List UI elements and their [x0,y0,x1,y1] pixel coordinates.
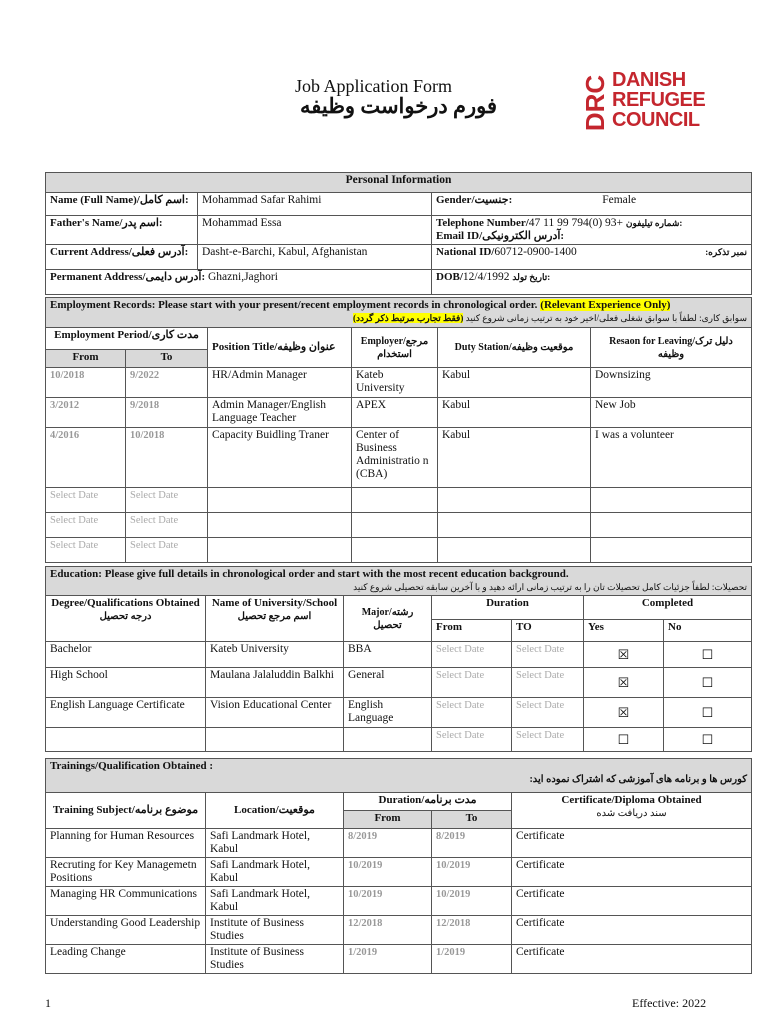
employment-heading-highlight: (Relevant Experience Only) [540,299,671,311]
logo-word-1: DANISH [612,69,686,91]
col-yes: Yes [584,620,664,642]
personal-info-heading: Personal Information [46,173,752,193]
major[interactable]: English Language [344,698,432,728]
to-date[interactable]: 9/2018 [126,398,208,428]
completed-yes-checkbox[interactable]: ☐ [584,728,664,752]
reason[interactable] [591,513,752,538]
position[interactable] [208,488,352,513]
from-date[interactable]: 3/2012 [46,398,126,428]
form-title-persian: فورم درخواست وظیفه [300,94,497,118]
position[interactable]: HR/Admin Manager [208,368,352,398]
contact-cell[interactable] [432,216,752,245]
current-address-label: Current Address/آدرس فعلی: [46,245,198,270]
employment-table [45,297,752,563]
permanent-address-value: Ghazni,Jaghori [207,271,278,283]
dob-label-persian: تاریخ تولد: [512,272,551,282]
drc-logo [579,69,714,134]
name-label: Name (Full Name)/اسم کامل: [46,193,198,216]
university[interactable]: Vision Educational Center [206,698,344,728]
completed-yes-checkbox[interactable]: ☒ [584,642,664,668]
from-date[interactable]: Select Date [46,513,126,538]
page-number: 1 [45,996,51,1010]
training-from-date[interactable]: 10/2019 [344,887,432,916]
education-row [46,668,752,698]
major[interactable]: BBA [344,642,432,668]
employment-heading-persian: سوابق کاری: لطفاً با سوابق شغلی فعلی/اخیر خود به ترتیب زمانی شروع کنید [465,313,747,323]
col-university-text: Name of University/School [211,597,338,609]
reason[interactable]: I was a volunteer [591,428,752,488]
from-date[interactable]: Select Date [46,538,126,563]
col-to: To [126,350,208,368]
col-certificate-text: Certificate/Diploma Obtained [561,794,702,806]
degree[interactable]: Bachelor [46,642,206,668]
phone-label: Telephone Number/ [436,217,529,229]
to-date[interactable]: Select Date [126,538,208,563]
from-date[interactable]: 4/2016 [46,428,126,488]
col-training-to: To [432,811,512,829]
employment-row [46,368,752,398]
degree[interactable]: English Language Certificate [46,698,206,728]
col-training-from: From [344,811,432,829]
training-to-date[interactable]: 10/2019 [432,887,512,916]
completed-no-checkbox[interactable]: ☐ [664,668,752,698]
training-from-date[interactable]: 10/2019 [344,858,432,887]
training-row [46,945,752,974]
training-subject[interactable]: Recruting for Key Managemetn Positions [46,858,206,887]
dob-label: DOB/ [436,271,463,283]
col-employer: Employer/مرجع استخدام [352,328,438,368]
dob-value: 12/4/1992 [462,271,510,283]
employment-heading-persian-line [50,312,747,325]
education-heading-persian: تحصیلات: لطفاً جزئیات کامل تحصیلات تان را به ترتیب زمانی ارائه دهید و با آخرین سابقه تحصیلی شروع کنید [353,582,748,592]
national-id-value: 60712-0900-1400 [494,246,577,258]
col-training-duration: Duration/مدت برنامه [344,793,512,811]
to-date[interactable]: 10/2018 [126,428,208,488]
email-label: Email ID/آدرس الکترونیکی: [436,230,565,242]
position[interactable] [208,538,352,563]
phone-value: 47 11 99 794(0) 93+ [528,217,624,229]
position[interactable] [208,513,352,538]
training-certificate[interactable]: Certificate [512,945,752,974]
reason[interactable]: New Job [591,398,752,428]
training-to-date[interactable]: 12/2018 [432,916,512,945]
col-degree-persian: درجه تحصیل [99,611,152,622]
reason[interactable]: Downsizing [591,368,752,398]
national-id-cell[interactable] [432,245,752,270]
employment-heading-persian-highlight: (فقط تجارب مرتبط ذکر گردد) [353,313,464,323]
education-row [46,728,752,752]
col-edu-to: TO [512,620,584,642]
father-name-value[interactable]: Mohammad Essa [198,216,432,245]
trainings-table [45,758,752,974]
gender-label: Gender/جنسیت: [436,194,513,206]
employer[interactable] [352,513,438,538]
training-location[interactable]: Safi Landmark Hotel, Kabul [206,858,344,887]
employer[interactable] [352,488,438,513]
col-edu-from: From [432,620,512,642]
station[interactable] [438,488,591,513]
col-degree [46,596,206,642]
university[interactable] [206,728,344,752]
col-duration: Duration [432,596,584,620]
father-name-label: Father's Name/اسم پدر: [46,216,198,245]
col-location: Location/موقعیت [206,793,344,829]
completed-no-checkbox[interactable]: ☐ [664,728,752,752]
station[interactable] [438,538,591,563]
reason[interactable] [591,538,752,563]
col-reason-leaving: Resaon for Leaving/دلیل ترک وظیفه [591,328,752,368]
to-date[interactable]: 9/2022 [126,368,208,398]
edu-from-date[interactable]: Select Date [432,728,512,752]
phone-label-persian: شماره تیلیفون: [625,218,683,228]
permanent-address-cell[interactable] [46,270,432,295]
edu-to-date[interactable]: Select Date [512,728,584,752]
position[interactable]: Capacity Buidling Traner [208,428,352,488]
training-from-date[interactable]: 1/2019 [344,945,432,974]
edu-from-date[interactable]: Select Date [432,698,512,728]
training-row [46,829,752,858]
training-subject[interactable]: Leading Change [46,945,206,974]
svg-text:DRC: DRC [579,74,610,132]
col-major: Major/رشته تحصیل [344,596,432,642]
completed-yes-checkbox[interactable]: ☒ [584,698,664,728]
to-date[interactable]: Select Date [126,488,208,513]
gender-cell[interactable] [432,193,752,216]
education-heading [46,567,752,596]
name-value[interactable]: Mohammad Safar Rahimi [198,193,432,216]
national-id-label-persian: نمبر تذکره: [705,247,748,257]
training-subject[interactable]: Understanding Good Leadership [46,916,206,945]
station[interactable]: Kabul [438,428,591,488]
degree[interactable]: High School [46,668,206,698]
completed-yes-checkbox[interactable]: ☒ [584,668,664,698]
employment-heading [46,298,752,328]
position[interactable]: Admin Manager/English Language Teacher [208,398,352,428]
drc-logo-mark [579,72,610,134]
education-row [46,642,752,668]
from-date[interactable]: 10/2018 [46,368,126,398]
form-title: Job Application Form [295,76,452,96]
col-position-title: Position Title/عنوان وظیفه [208,328,352,368]
col-certificate-persian: سند دریافت شده [596,808,667,819]
station[interactable]: Kabul [438,398,591,428]
completed-no-checkbox[interactable]: ☐ [664,642,752,668]
education-row [46,698,752,728]
station[interactable]: Kabul [438,368,591,398]
to-date[interactable]: Select Date [126,513,208,538]
station[interactable] [438,513,591,538]
edu-to-date[interactable]: Select Date [512,668,584,698]
col-certificate [512,793,752,829]
national-id-label: National ID/ [436,246,495,258]
edu-from-date[interactable]: Select Date [432,668,512,698]
trainings-heading [46,759,752,793]
training-to-date[interactable]: 10/2019 [432,858,512,887]
university[interactable]: Maulana Jalaluddin Balkhi [206,668,344,698]
employment-row [46,513,752,538]
employment-row [46,488,752,513]
personal-info-table [45,172,752,295]
col-university-persian: اسم مرجع تحصیل [237,611,312,622]
dob-cell[interactable] [432,270,752,295]
trainings-heading-persian: کورس ها و برنامه های آموزشی که اشتراک نموده اید: [529,774,747,785]
trainings-heading-text: Trainings/Qualification Obtained : [50,760,213,772]
col-from: From [46,350,126,368]
training-certificate[interactable]: Certificate [512,887,752,916]
employment-row [46,428,752,488]
employer[interactable] [352,538,438,563]
col-completed: Completed [584,596,752,620]
major[interactable]: General [344,668,432,698]
degree[interactable] [46,728,206,752]
employer[interactable]: Kateb University [352,368,438,398]
effective-date: Effective: 2022 [632,996,707,1010]
logo-word-3: COUNCIL [612,109,700,131]
col-employment-period: Employment Period/مدت کاری [46,328,208,350]
col-no: No [664,620,752,642]
col-duty-station: Duty Station/موقعیت وظیفه [438,328,591,368]
training-from-date[interactable]: 12/2018 [344,916,432,945]
training-certificate[interactable]: Certificate [512,916,752,945]
training-certificate[interactable]: Certificate [512,829,752,858]
col-university [206,596,344,642]
training-location[interactable]: Institute of Business Studies [206,945,344,974]
completed-no-checkbox[interactable]: ☐ [664,698,752,728]
education-table [45,566,752,752]
training-certificate[interactable]: Certificate [512,858,752,887]
training-location[interactable]: Safi Landmark Hotel, Kabul [206,829,344,858]
employment-row [46,538,752,563]
training-subject[interactable]: Planning for Human Resources [46,829,206,858]
employment-heading-text: Employment Records: Please start with your present/recent employment records in chronological order. [50,299,538,311]
reason[interactable] [591,488,752,513]
major[interactable] [344,728,432,752]
training-row [46,858,752,887]
training-location[interactable]: Safi Landmark Hotel, Kabul [206,887,344,916]
training-to-date[interactable]: 1/2019 [432,945,512,974]
col-training-subject: Training Subject/موضوع برنامه [46,793,206,829]
logo-word-2: REFUGEE [612,89,706,111]
edu-from-date[interactable]: Select Date [432,642,512,668]
edu-to-date[interactable]: Select Date [512,642,584,668]
university[interactable]: Kateb University [206,642,344,668]
training-subject[interactable]: Managing HR Communications [46,887,206,916]
from-date[interactable]: Select Date [46,488,126,513]
employer[interactable]: Center of Business Administratio n (CBA) [352,428,438,488]
employer[interactable]: APEX [352,398,438,428]
training-from-date[interactable]: 8/2019 [344,829,432,858]
training-location[interactable]: Institute of Business Studies [206,916,344,945]
edu-to-date[interactable]: Select Date [512,698,584,728]
col-degree-text: Degree/Qualifications Obtained [51,597,200,609]
current-address-value[interactable]: Dasht-e-Barchi, Kabul, Afghanistan [198,245,432,270]
permanent-address-label: Permanent Address/آدرس دایمی: [50,271,206,283]
employment-row [46,398,752,428]
education-heading-text: Education: Please give full details in chronological order and start with the most recent education background. [50,568,569,580]
training-row [46,916,752,945]
gender-value: Female [602,194,637,206]
training-to-date[interactable]: 8/2019 [432,829,512,858]
training-row [46,887,752,916]
